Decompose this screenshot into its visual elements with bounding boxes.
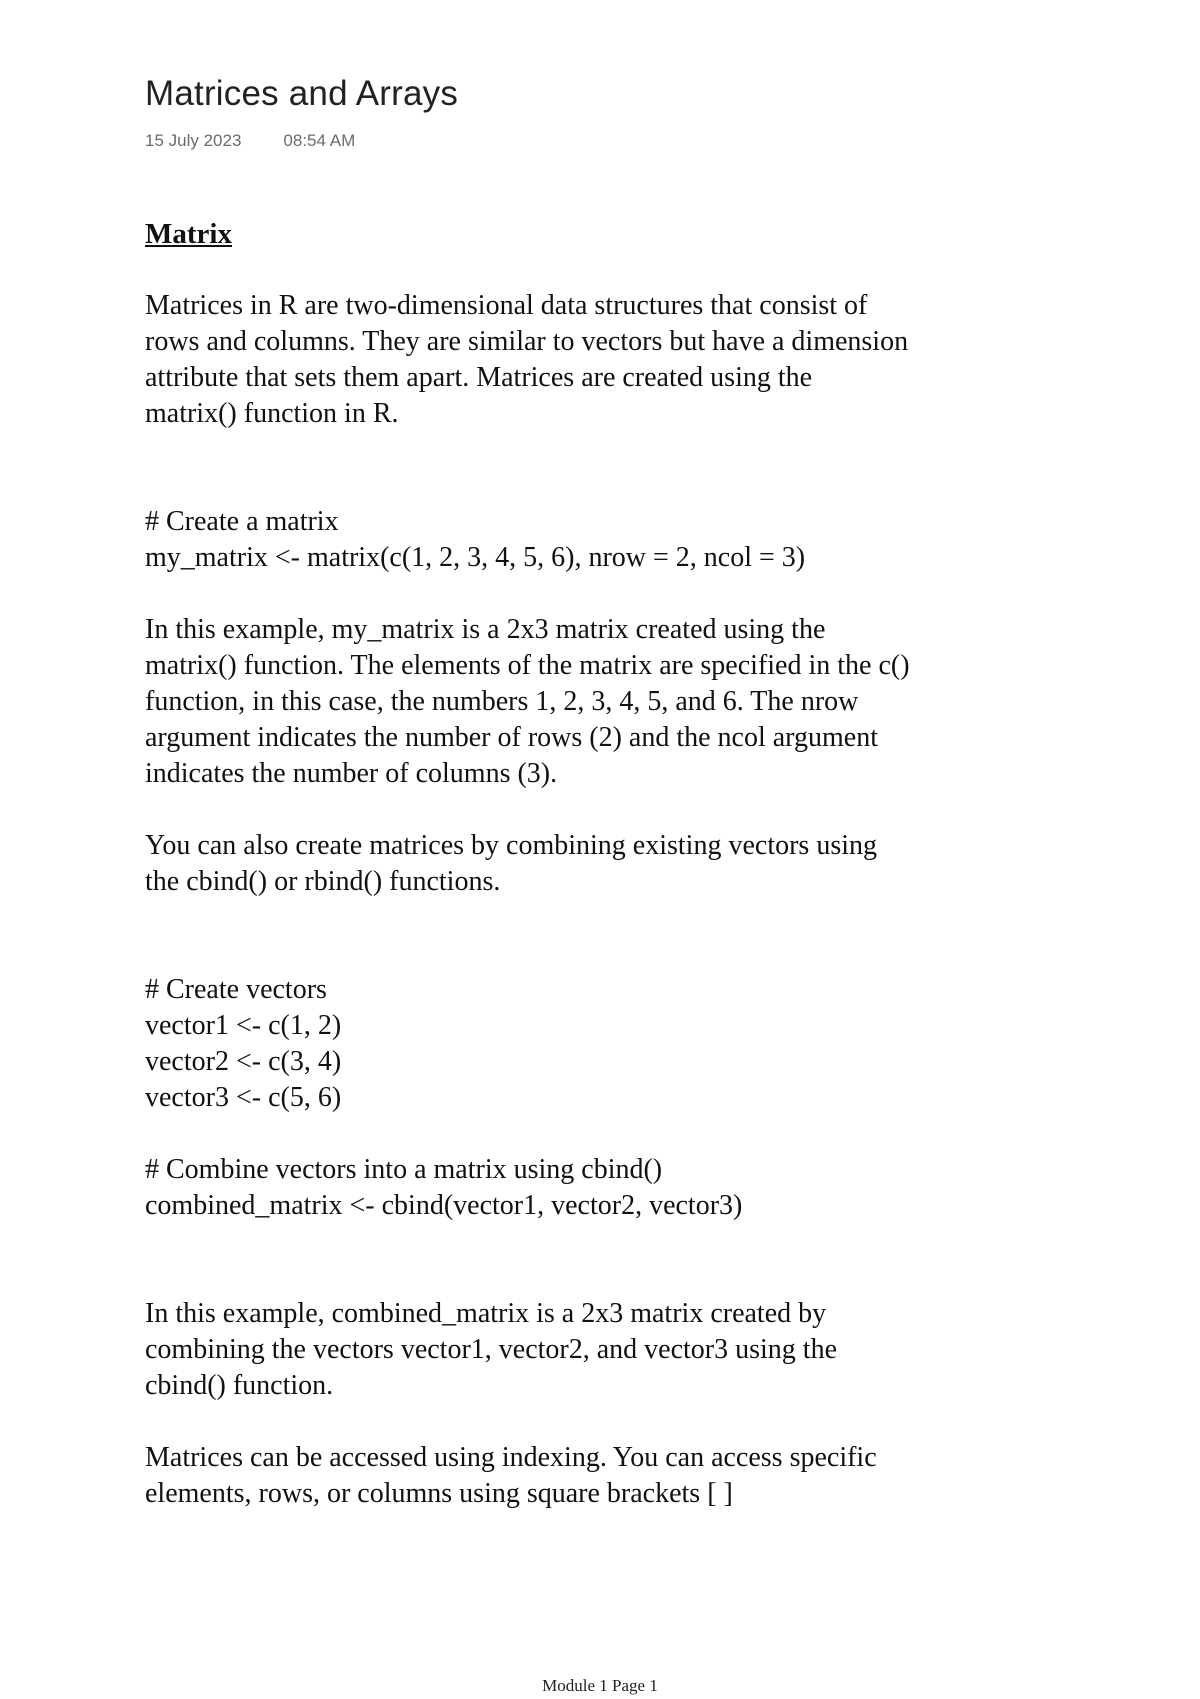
page-time: 08:54 AM bbox=[283, 131, 356, 150]
page-meta bbox=[145, 131, 355, 151]
code-comment: # Combine vectors into a matrix using cbind() bbox=[145, 1154, 663, 1185]
explanation-paragraph: In this example, my_matrix is a 2x3 matrix created using the matrix() function. The elements of the matrix are specified in the c() function, in this case, the numbers 1, 2, 3, 4, 5, and 6. The nrow argument indicates the number of rows (2) and the ncol argument indicates the number of columns (3). bbox=[145, 614, 910, 789]
page-content bbox=[145, 216, 1065, 1512]
code-line: combined_matrix <- cbind(vector1, vector2, vector3) bbox=[145, 1190, 743, 1221]
explanation-paragraph: You can also create matrices by combining existing vectors using the cbind() or rbind() functions. bbox=[145, 830, 877, 897]
code-line: vector3 <- c(5, 6) bbox=[145, 1082, 342, 1113]
code-line: vector2 <- c(3, 4) bbox=[145, 1046, 342, 1077]
explanation-paragraph: Matrices can be accessed using indexing. You can access specific elements, rows, or columns using square brackets [ ] bbox=[145, 1442, 877, 1509]
code-line: vector1 <- c(1, 2) bbox=[145, 1010, 342, 1041]
code-comment: # Create vectors bbox=[145, 974, 327, 1005]
code-comment: # Create a matrix bbox=[145, 506, 339, 537]
page-footer: Module 1 Page 1 bbox=[542, 1676, 658, 1695]
page-title: Matrices and Arrays bbox=[145, 74, 459, 113]
section-heading: Matrix bbox=[145, 218, 232, 250]
intro-paragraph: Matrices in R are two-dimensional data structures that consist of rows and columns. They are similar to vectors but have a dimension attribute that sets them apart. Matrices are created using the matrix() function in R. bbox=[145, 290, 909, 429]
page-date: 15 July 2023 bbox=[145, 131, 242, 150]
code-line: my_matrix <- matrix(c(1, 2, 3, 4, 5, 6), nrow = 2, ncol = 3) bbox=[145, 542, 806, 573]
explanation-paragraph: In this example, combined_matrix is a 2x3 matrix created by combining the vectors vector1, vector2, and vector3 using the cbind() function. bbox=[145, 1298, 838, 1401]
